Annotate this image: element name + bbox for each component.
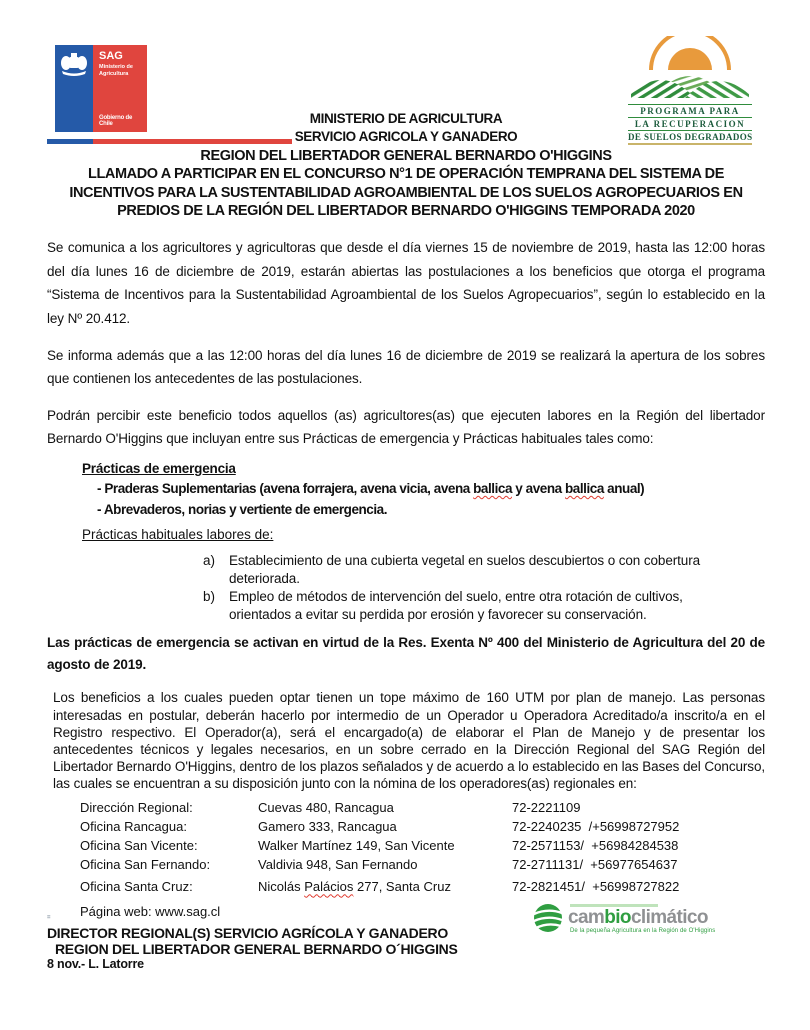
contact-phone: 72-2571153/ +56984284538 [512,838,679,854]
cambioclimatico-logo [533,903,715,934]
contact-office-label: Oficina San Fernando: [80,857,211,873]
gobierno-de-chile-label: Gobierno de Chile [99,115,133,127]
director-line2: REGION DEL LIBERTADOR GENERAL BERNARDO O´HIGGINS [55,940,458,957]
emergency-practices-list [97,478,765,520]
title-line: SERVICIO AGRICOLA Y GANADERO [294,129,518,145]
sag-logo [55,45,147,132]
contact-address: Nicolás Palácios 277, Santa Cruz [258,879,451,895]
title-line: MINISTERIO DE AGRICULTURA [309,111,503,126]
contact-row [80,798,765,817]
signature-note: 8 nov.- L. Latorre [47,956,144,971]
globe-icon [533,903,563,933]
paragraph-opening: Se informa además que a las 12:00 horas del día lunes 16 de diciembre de 2019 se realizará la apertura de los sobres que contienen los antecedentes de las postulaciones. [47,347,765,387]
contact-office-label: Oficina San Vicente: [80,838,198,854]
contact-phone: 72-2240235 /+56998727952 [512,818,680,834]
website-line: Página web: www.sag.cl [80,903,221,919]
title-line: LLAMADO A PARTICIPAR EN EL CONCURSO N°1 DE OPERACIÓN TEMPRANA DEL SISTEMA DE [88,166,724,183]
cambio-logo-tagline: De la pequeña Agricultura en la Región de O'Higgins [570,928,716,934]
contact-row [80,836,765,855]
contact-office-label: Oficina Rancagua: [80,818,187,834]
cambio-logo-wordmark: cambioclimático [568,907,708,928]
contact-address: Valdivia 948, San Fernando [258,857,418,873]
program-recuperacion-suelos-logo [628,36,752,146]
habitual-practices-heading: Prácticas habituales labores de: [82,526,274,542]
contact-phone: 72-2711131/ +56977654637 [512,857,678,873]
lettered-item [203,552,765,588]
contact-address: Walker Martínez 149, San Vicente [258,838,455,854]
program-logo-line3: DE SUELOS DEGRADADOS [628,132,753,142]
title-line: INCENTIVOS PARA LA SUSTENTABILIDAD AGROAMBIENTAL DE LOS SUELOS AGROPECUARIOS EN [69,184,743,201]
contact-address: Cuevas 480, Rancagua [258,799,394,815]
contact-office-label: Dirección Regional: [80,799,193,815]
paragraph-announcement: Se comunica a los agricultores y agricultoras que desde el día viernes 15 de noviembre de 2019, hasta las 12:00 horas del día lunes 16 de diciembre de 2019, estarán abiertas las postulaciones a los beneficios que otorga el programa “Sistema de Incentivos para la Sustentabilidad Agroambiental de los Suelos Agropecuarios”, según lo establecido en la ley Nº 20.412. [47,240,765,326]
contacts-table [80,798,765,897]
emergency-practice-item: - Abrevaderos, norias y vertiente de emergencia. [97,501,388,517]
margin-mark-icon: = [47,915,51,921]
contact-office-label: Oficina Santa Cruz: [80,879,193,895]
director-line1: DIRECTOR REGIONAL(S) SERVICIO AGRÍCOLA Y GANADERO [47,924,448,941]
title-line: REGION DEL LIBERTADOR GENERAL BERNARDO O'HIGGINS [200,147,612,164]
contact-phone: 72-2821451/ +56998727822 [512,879,680,895]
flag-divider-bar [47,139,292,144]
sag-ministry-label: Ministerio de Agricultura [99,64,133,77]
sag-acronym: SAG [99,50,123,62]
contact-phone: 72-2221109 [512,799,581,815]
emergency-practices-heading: Prácticas de emergencia [82,460,236,476]
sun-hills-icon [631,36,749,98]
contact-address: Gamero 333, Rancagua [258,818,397,834]
lettered-item-marker: a) [203,552,216,568]
program-logo-line1: PROGRAMA PARA [640,106,740,116]
paragraph-benefits: Los beneficios a los cuales pueden optar tienen un tope máximo de 160 UTM por plan de manejo. Las personas interesadas en postular, deberán hacerlo por intermedio de un Operador u Operadora Acreditado/a inscrito/a en el Registro respectivo. El Operador(a), será el encargado(a) de elaborar el Plan de Manejo y de presentar los antecedentes técnicos y legales necesarios, en un sobre cerrado en la Dirección Regional del SAG Región del Libertador Bernardo O'Higgins, dentro de los plazos señalados y de acuerdo a lo establecido en las Bases del Concurso, las cuales se encuentran a su disposición junto con la nómina de los operadores(as) regionales en: [53,690,765,792]
paragraph-beneficiaries: Podrán percibir este beneficio todos aquellos (as) agricultores(as) que ejecuten labores en la Región del libertador Bernardo O'Higgins que incluyan entre sus Prácticas de emergencia y Prácticas habituales tales como: [47,408,765,447]
lettered-item-marker: b) [203,588,216,604]
program-logo-line2: LA RECUPERACION [634,119,746,129]
lettered-item [203,588,765,624]
habitual-practices-list [47,552,765,624]
paragraph-resolution: Las prácticas de emergencia se activan en virtud de la Res. Exenta Nº 400 del Ministerio de Agricultura del 20 de agosto de 2019. [47,634,765,672]
chile-coat-of-arms-icon [55,45,93,132]
contact-row [80,817,765,836]
lettered-item-text: Establecimiento de una cubierta vegetal en suelos descubiertos o con cobertura deteriorada. [229,552,700,586]
contact-row [80,855,765,874]
lettered-item-text: Empleo de métodos de intervención del suelo, entre otra rotación de cultivos, orientados a evitar su perdida por erosión y favorecer su conservación. [229,588,683,622]
emergency-practice-item: - Praderas Suplementarias (avena forrajera, avena vicia, avena ballica y avena ballica anual) [97,480,645,496]
contact-row [80,877,765,896]
title-line: PREDIOS DE LA REGIÓN DEL LIBERTADOR BERNARDO O'HIGGINS TEMPORADA 2020 [117,203,695,220]
